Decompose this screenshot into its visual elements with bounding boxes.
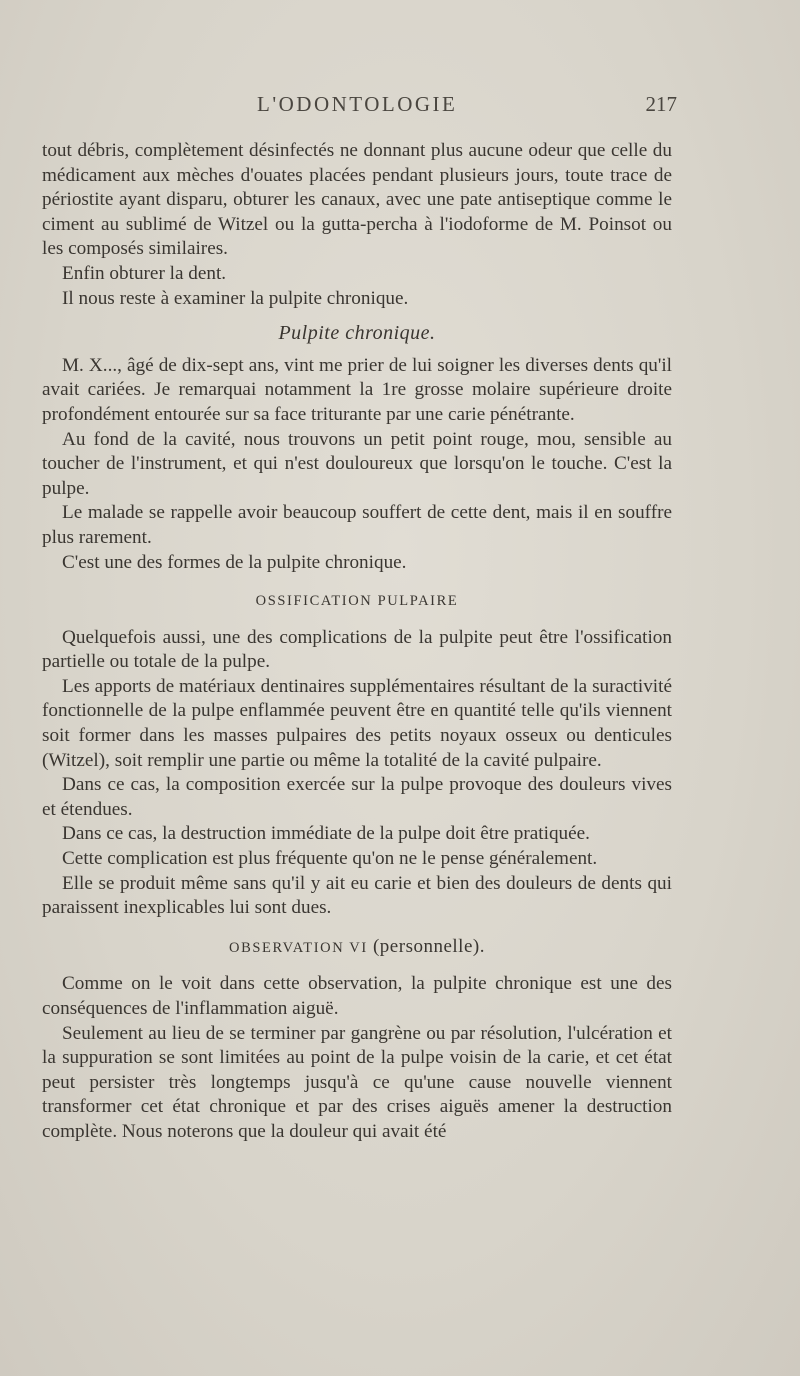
paragraph: Il nous reste à examiner la pulpite chronique.: [62, 287, 409, 309]
paragraph: Dans ce cas, la destruction immédiate de la pulpe doit être pratiquée.: [62, 823, 590, 845]
paragraph: M. X..., âgé de dix-sept ans, vint me prier de lui soigner les diverses dents qu'il avait cariées. Je remarquai notamment la 1re grosse molaire supérieure droite profondément entourée sur sa face triturante par une carie pénétrante.: [42, 354, 672, 425]
paragraph: Comme on le voit dans cette observation, la pulpite chronique est une des conséquences de l'inflammation aiguë.: [42, 973, 672, 1019]
section-heading: [42, 935, 672, 961]
paragraph: Le malade se rappelle avoir beaucoup souffert de cette dent, mais il en souffre plus rarement.: [42, 502, 672, 548]
paragraph: Les apports de matériaux dentinaires supplémentaires résultant de la suractivité fonctionnelle de la pulpe enflammée peuvent être en quantité telle qu'ils viennent soit former dans les masses pulpaires des petits noyaux osseux ou denticules (Witzel), soit remplir une partie ou même la totalité de la cavité pulpaire.: [42, 675, 672, 771]
heading-paren-text: (personnelle).: [372, 935, 485, 957]
page-number: 217: [645, 92, 677, 116]
section-heading: OSSIFICATION PULPAIRE: [255, 593, 459, 610]
paragraph: Elle se produit même sans qu'il y ait eu carie et bien des douleurs de dents qui paraissent inexplicables lui sont dues.: [42, 872, 672, 919]
paragraph: C'est une des formes de la pulpite chronique.: [62, 551, 407, 573]
page-header: [42, 92, 677, 132]
paragraph: Dans ce cas, la composition exercée sur la pulpe provoque des douleurs vives et étendues.: [42, 774, 672, 820]
paragraph: Seulement au lieu de se terminer par gangrène ou par résolution, l'ulcération et la suppuration se sont limitées au point de la pulpe voisin de la carie, et cet état peut persister très longtemps jusqu'à ce qu'une cause nouvelle viennent transformer cet état chronique et par des crises aiguës amener la destruction complète. Nous noterons que la douleur qui avait été: [42, 1022, 672, 1142]
running-head: L'ODONTOLOGIE: [257, 92, 458, 116]
section-heading: Pulpite chronique.: [278, 322, 436, 345]
heading-caps-text: OBSERVATION VI: [229, 939, 368, 956]
paragraph: Quelquefois aussi, une des complications de la pulpite peut être l'ossification partielle ou totale de la pulpe.: [42, 626, 672, 673]
body-text: [42, 139, 672, 1145]
paragraph: Enfin obturer la dent.: [62, 262, 227, 284]
paragraph: Cette complication est plus fréquente qu'on ne le pense généralement.: [62, 848, 598, 870]
paragraph: Au fond de la cavité, nous trouvons un petit point rouge, mou, sensible au toucher de l'instrument, et qui n'est douloureux que lorsqu'on le touche. C'est la pulpe.: [42, 428, 672, 499]
paragraph: tout débris, complètement désinfectés ne donnant plus aucune odeur que celle du médicament aux mèches d'ouates placées pendant plusieurs jours, toute trace de périostite ayant disparu, obturer les canaux, avec une pate antiseptique comme le ciment au sublimé de Witzel ou la gutta-percha à l'iodoforme de M. Poinsot ou les composés similaires.: [42, 140, 672, 260]
